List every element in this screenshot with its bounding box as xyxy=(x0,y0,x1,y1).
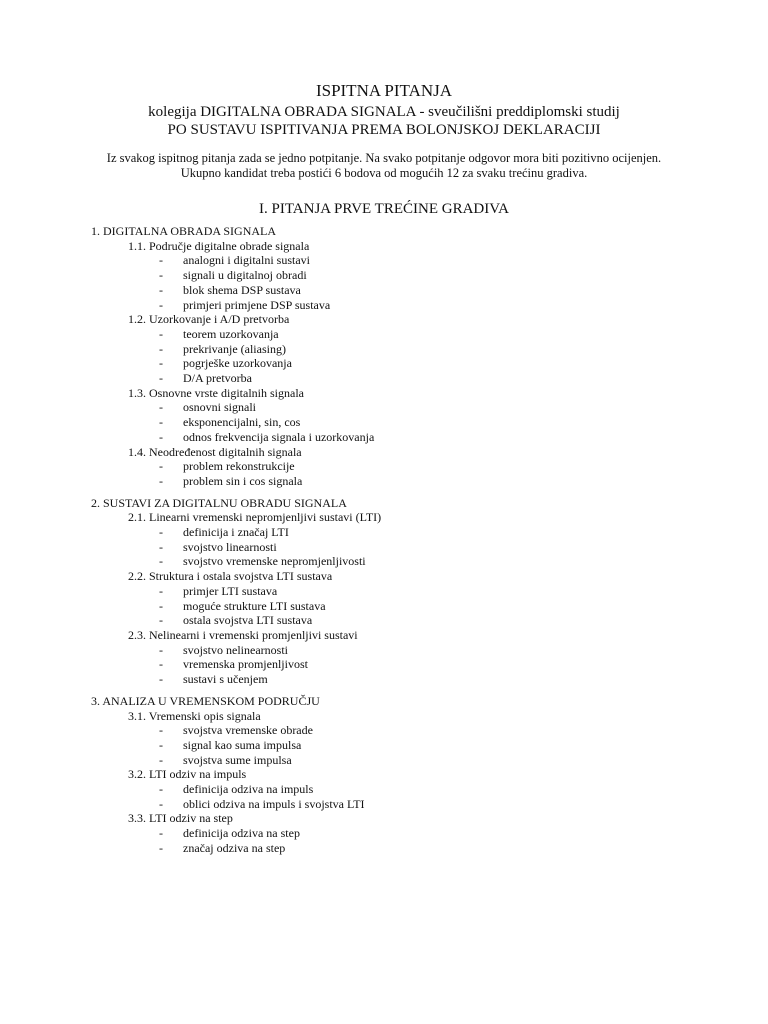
bullet-dash: - xyxy=(159,642,163,657)
bullet-dash: - xyxy=(159,782,163,797)
subsection-title: 3.1. Vremenski opis signala xyxy=(128,708,261,723)
list-item xyxy=(91,613,731,628)
list-item-text: osnovni signali xyxy=(183,400,257,415)
chapter xyxy=(91,694,731,856)
list-item xyxy=(91,672,731,687)
bullet-dash: - xyxy=(159,341,163,356)
list-item xyxy=(91,268,731,283)
chapter xyxy=(91,496,731,687)
list-item xyxy=(91,841,731,856)
list-item xyxy=(91,474,731,489)
list-item-text: svojstva vremenske obrade xyxy=(183,723,313,738)
bullet-dash: - xyxy=(159,356,163,371)
subtitle-line-2: PO SUSTAVU ISPITIVANJA PREMA BOLONJSKOJ DEKLARACIJI xyxy=(167,122,601,138)
section-heading: I. PITANJA PRVE TREĆINE GRADIVA xyxy=(259,201,509,217)
bullet-dash: - xyxy=(159,657,163,672)
document-title: ISPITNA PITANJA xyxy=(315,81,453,100)
list-item xyxy=(91,826,731,841)
bullet-dash: - xyxy=(159,371,163,386)
subsection-title: 2.2. Struktura i ostala svojstva LTI sustava xyxy=(128,569,333,584)
list-item xyxy=(91,415,731,430)
subsection-title: 1.2. Uzorkovanje i A/D pretvorba xyxy=(128,312,290,327)
list-item-text: primjeri primjene DSP sustava xyxy=(183,297,331,312)
chapter-title: 1. DIGITALNA OBRADA SIGNALA xyxy=(91,224,277,238)
bullet-dash: - xyxy=(159,297,163,312)
list-item xyxy=(91,400,731,415)
bullet-dash: - xyxy=(159,672,163,687)
bullet-dash: - xyxy=(159,826,163,841)
bullet-dash: - xyxy=(159,282,163,297)
list-item xyxy=(91,540,731,555)
subsection-title: 2.1. Linearni vremenski nepromjenljivi sustavi (LTI) xyxy=(128,510,382,525)
list-item xyxy=(91,599,731,614)
list-item xyxy=(91,753,731,768)
list-item-text: problem rekonstrukcije xyxy=(183,459,295,474)
chapter xyxy=(91,224,731,489)
list-item xyxy=(91,283,731,298)
bullet-dash: - xyxy=(159,473,163,488)
bullet-dash: - xyxy=(159,796,163,811)
list-item xyxy=(91,643,731,658)
bullet-dash: - xyxy=(159,613,163,628)
bullet-dash: - xyxy=(159,268,163,283)
subsection-title: 1.1. Područje digitalne obrade signala xyxy=(128,238,310,253)
list-item-text: značaj odziva na step xyxy=(183,840,286,855)
intro-paragraph xyxy=(0,151,768,181)
list-item xyxy=(91,371,731,386)
bullet-dash: - xyxy=(159,737,163,752)
list-item xyxy=(91,797,731,812)
list-item-text: analogni i digitalni sustavi xyxy=(183,253,310,268)
bullet-dash: - xyxy=(159,326,163,341)
list-item xyxy=(91,459,731,474)
bullet-dash: - xyxy=(159,840,163,855)
list-item-text: moguće strukture LTI sustava xyxy=(183,598,326,613)
bullet-dash: - xyxy=(159,583,163,598)
document-subtitle xyxy=(0,103,768,139)
bullet-dash: - xyxy=(159,723,163,738)
list-item-text: teorem uzorkovanja xyxy=(183,326,279,341)
list-item-text: svojstvo vremenske nepromjenljivosti xyxy=(183,554,366,569)
list-item xyxy=(91,525,731,540)
list-item-text: ostala svojstva LTI sustava xyxy=(183,613,313,628)
bullet-dash: - xyxy=(159,539,163,554)
list-item xyxy=(91,298,731,313)
list-item xyxy=(91,554,731,569)
list-item-text: definicija odziva na impuls xyxy=(183,782,314,797)
list-item xyxy=(91,657,731,672)
bullet-dash: - xyxy=(159,554,163,569)
list-item-text: blok shema DSP sustava xyxy=(183,282,301,297)
list-item xyxy=(91,782,731,797)
list-item-text: sustavi s učenjem xyxy=(183,672,268,687)
list-item xyxy=(91,738,731,753)
list-item-text: definicija i značaj LTI xyxy=(183,525,289,540)
list-item-text: primjer LTI sustava xyxy=(183,583,278,598)
list-item xyxy=(91,327,731,342)
list-item xyxy=(91,342,731,357)
bullet-dash: - xyxy=(159,415,163,430)
list-item-text: vremenska promjenljivost xyxy=(183,657,308,672)
intro-line-2: Ukupno kandidat treba postići 6 bodova od mogućih 12 za svaku trećinu gradiva. xyxy=(180,166,588,180)
bullet-dash: - xyxy=(159,525,163,540)
subtitle-line-1: kolegija DIGITALNA OBRADA SIGNALA - sveučilišni preddiplomski studij xyxy=(148,104,620,120)
subsection-title: 2.3. Nelinearni i vremenski promjenljivi sustavi xyxy=(128,627,358,642)
bullet-dash: - xyxy=(159,400,163,415)
bullet-dash: - xyxy=(159,752,163,767)
subsection-title: 1.4. Neodređenost digitalnih signala xyxy=(128,444,302,459)
list-item-text: oblici odziva na impuls i svojstva LTI xyxy=(183,796,365,811)
list-item-text: svojstva sume impulsa xyxy=(183,752,292,767)
list-item-text: definicija odziva na step xyxy=(183,826,300,841)
list-item-text: odnos frekvencija signala i uzorkovanja xyxy=(183,429,375,444)
list-item xyxy=(91,430,731,445)
list-item xyxy=(91,584,731,599)
bullet-dash: - xyxy=(159,459,163,474)
list-item xyxy=(91,253,731,268)
bullet-dash: - xyxy=(159,429,163,444)
bullet-dash: - xyxy=(159,253,163,268)
list-item-text: D/A pretvorba xyxy=(183,371,252,386)
list-item-text: signali u digitalnoj obradi xyxy=(183,268,307,283)
list-item-text: problem sin i cos signala xyxy=(183,473,303,488)
list-item-text: svojstvo linearnosti xyxy=(183,539,277,554)
chapter-title: 2. SUSTAVI ZA DIGITALNU OBRADU SIGNALA xyxy=(91,495,347,510)
subsection-title: 3.3. LTI odziv na step xyxy=(128,811,233,826)
list-item xyxy=(91,356,731,371)
subsection-title: 1.3. Osnovne vrste digitalnih signala xyxy=(128,385,304,400)
list-item-text: svojstvo nelinearnosti xyxy=(183,642,288,657)
subsection-title: 3.2. LTI odziv na impuls xyxy=(128,767,247,782)
bullet-dash: - xyxy=(159,598,163,613)
intro-line-1: Iz svakog ispitnog pitanja zada se jedno potpitanje. Na svako potpitanje odgovor mora biti pozitivno ocijenjen. xyxy=(106,151,662,165)
list-item-text: pogrješke uzorkovanja xyxy=(183,356,292,371)
list-item-text: prekrivanje (aliasing) xyxy=(183,341,286,356)
question-list xyxy=(91,224,731,863)
list-item xyxy=(91,723,731,738)
list-item-text: eksponencijalni, sin, cos xyxy=(183,415,301,430)
chapter-title: 3. ANALIZA U VREMENSKOM PODRUČJU xyxy=(91,693,320,708)
list-item-text: signal kao suma impulsa xyxy=(183,737,302,752)
